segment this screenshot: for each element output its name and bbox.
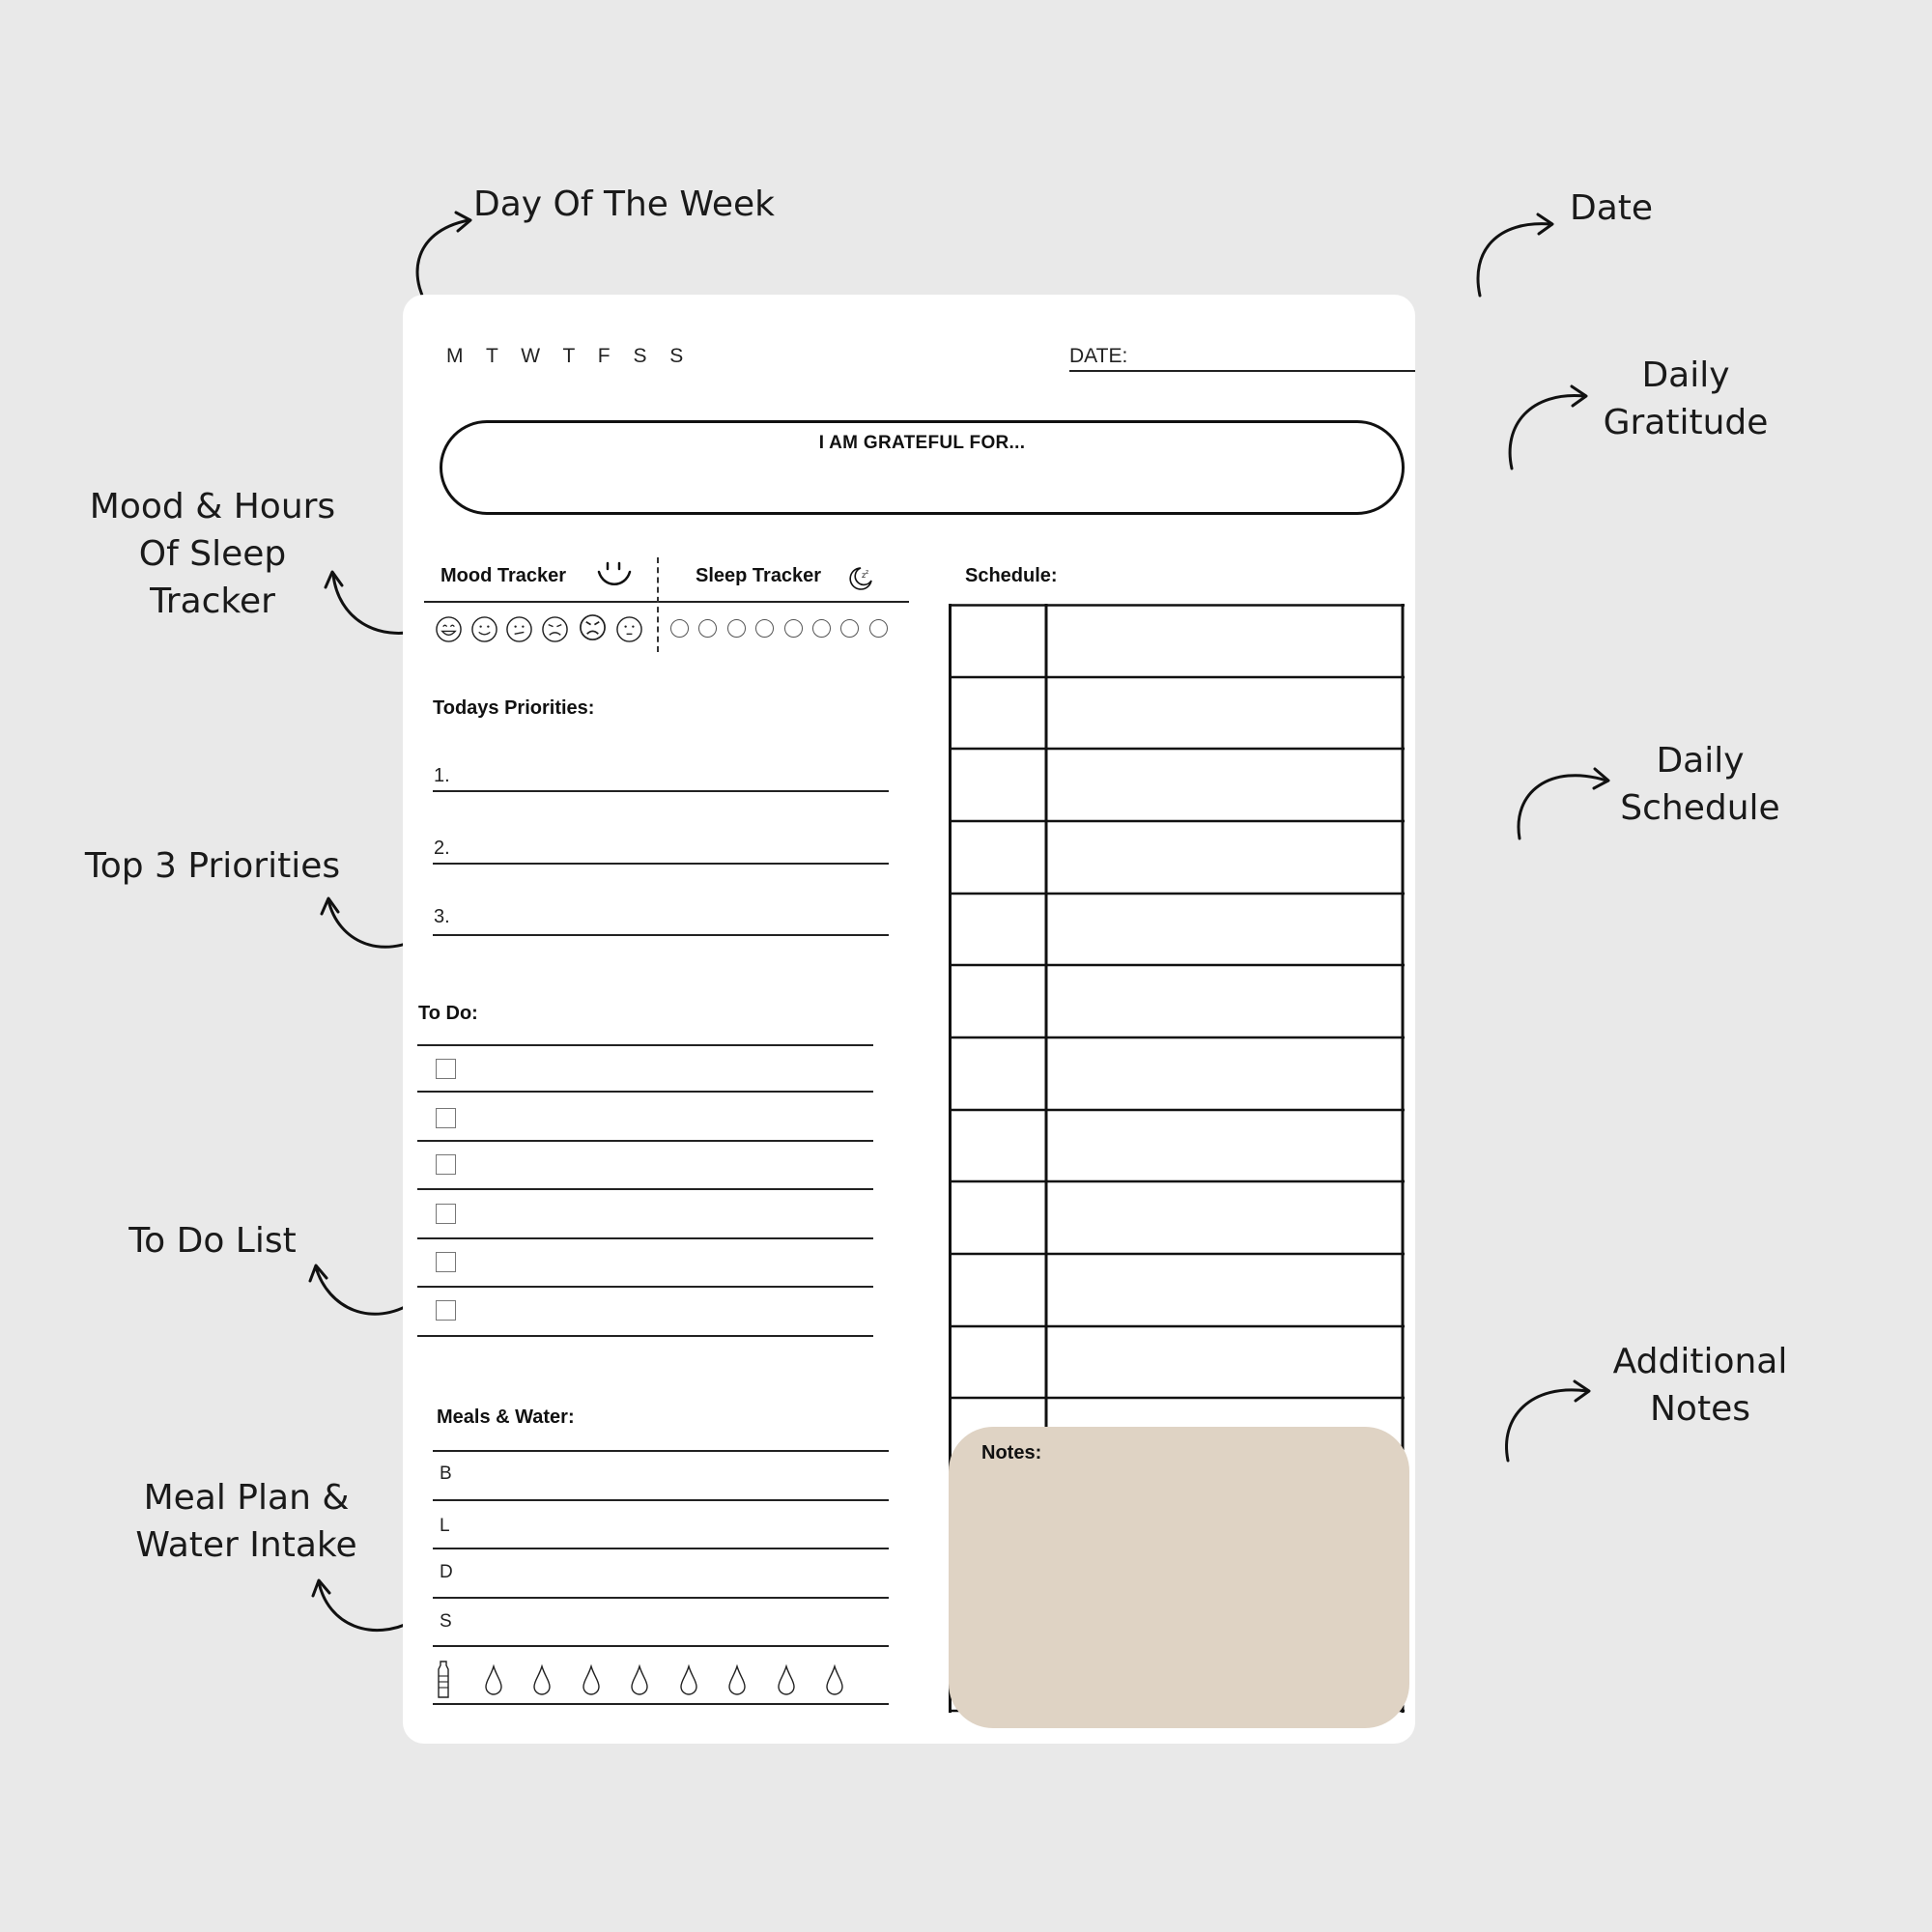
water-drop-icon[interactable] <box>532 1664 552 1695</box>
annotation-daily-schedule: Daily Schedule <box>1620 741 1780 828</box>
sleep-hour-circle[interactable] <box>727 619 746 638</box>
annotation-todo-list: To Do List <box>128 1221 297 1261</box>
mood-neutral-icon[interactable] <box>505 615 533 643</box>
water-drop-icon[interactable] <box>484 1664 503 1695</box>
water-drop-icon[interactable] <box>679 1664 698 1695</box>
annotation-mood-sleep: Mood & Hours Of Sleep Tracker <box>89 487 336 621</box>
todo-checkbox[interactable] <box>436 1154 456 1175</box>
annotation-day-of-week: Day Of The Week <box>473 185 776 224</box>
svg-text:z: z <box>866 569 869 576</box>
annotation-top-priorities: Top 3 Priorities <box>84 846 341 886</box>
smiley-icon <box>596 559 633 590</box>
todo-checkbox[interactable] <box>436 1300 456 1321</box>
priority-number: 2. <box>434 838 450 859</box>
mood-sad-icon[interactable] <box>541 615 569 643</box>
priority-line[interactable] <box>433 790 889 792</box>
priority-number: 3. <box>434 906 450 927</box>
todo-top-line <box>417 1044 873 1046</box>
water-drop-icon[interactable] <box>777 1664 796 1695</box>
todo-checkbox[interactable] <box>436 1108 456 1128</box>
meal-line[interactable] <box>433 1597 889 1599</box>
schedule-title: Schedule: <box>965 565 1058 586</box>
water-drop-icon[interactable] <box>630 1664 649 1695</box>
meal-snack-label: S <box>440 1611 452 1632</box>
annotation-date: Date <box>1570 188 1654 228</box>
todo-line[interactable] <box>417 1237 873 1239</box>
water-drop-icon[interactable] <box>582 1664 601 1695</box>
priority-line[interactable] <box>433 934 889 936</box>
mood-happy-icon[interactable] <box>435 615 463 643</box>
meal-dinner-label: D <box>440 1562 453 1582</box>
annotation-meal-plan: Meal Plan & Water Intake <box>135 1478 357 1565</box>
sleep-hour-circle[interactable] <box>784 619 803 638</box>
todo-line[interactable] <box>417 1140 873 1142</box>
mood-tracker-title: Mood Tracker <box>440 565 567 586</box>
todo-checkbox[interactable] <box>436 1059 456 1079</box>
todo-line[interactable] <box>417 1335 873 1337</box>
todo-checkbox[interactable] <box>436 1204 456 1224</box>
annotation-additional-notes: Additional Notes <box>1612 1342 1788 1429</box>
todo-line[interactable] <box>417 1188 873 1190</box>
tracker-vertical-divider <box>657 557 659 652</box>
planner-sheet <box>403 295 1415 1744</box>
moon-sleep-icon <box>847 565 874 592</box>
svg-text:z: z <box>862 571 867 580</box>
sleep-hour-circle[interactable] <box>812 619 831 638</box>
sleep-hour-circle[interactable] <box>670 619 689 638</box>
sleep-hour-circle[interactable] <box>698 619 717 638</box>
priorities-title: Todays Priorities: <box>433 697 595 719</box>
todo-line[interactable] <box>417 1091 873 1093</box>
meal-breakfast-label: B <box>440 1463 452 1484</box>
water-line <box>433 1703 889 1705</box>
meals-top-line <box>433 1450 889 1452</box>
days-of-week[interactable]: M T W T F S S <box>446 345 693 367</box>
water-drop-icon[interactable] <box>825 1664 844 1695</box>
mood-tired-icon[interactable] <box>615 615 643 643</box>
sleep-hour-circle[interactable] <box>869 619 888 638</box>
sleep-hour-circle[interactable] <box>755 619 774 638</box>
todo-line[interactable] <box>417 1286 873 1288</box>
annotation-daily-gratitude: Daily Gratitude <box>1603 355 1769 442</box>
mood-smile-icon[interactable] <box>470 615 498 643</box>
notes-box[interactable] <box>949 1427 1409 1728</box>
mood-angry-icon[interactable] <box>579 613 607 641</box>
meal-line[interactable] <box>433 1645 889 1647</box>
gratitude-box[interactable] <box>440 420 1405 515</box>
water-drop-icon[interactable] <box>727 1664 747 1695</box>
meal-lunch-label: L <box>440 1516 450 1536</box>
priority-number: 1. <box>434 765 450 786</box>
meals-title: Meals & Water: <box>437 1406 575 1428</box>
priority-line[interactable] <box>433 863 889 865</box>
meal-line[interactable] <box>433 1499 889 1501</box>
todo-title: To Do: <box>418 1003 478 1024</box>
meal-line[interactable] <box>433 1548 889 1549</box>
notes-title: Notes: <box>981 1442 1042 1463</box>
tracker-divider-line <box>424 601 909 603</box>
sleep-hour-circle[interactable] <box>840 619 859 638</box>
sleep-tracker-title: Sleep Tracker <box>696 565 822 586</box>
gratitude-title: I AM GRATEFUL FOR... <box>818 433 1026 453</box>
water-bottle-icon <box>436 1661 451 1699</box>
date-label: DATE: <box>1069 345 1128 367</box>
todo-checkbox[interactable] <box>436 1252 456 1272</box>
date-field-line[interactable] <box>1069 370 1415 372</box>
